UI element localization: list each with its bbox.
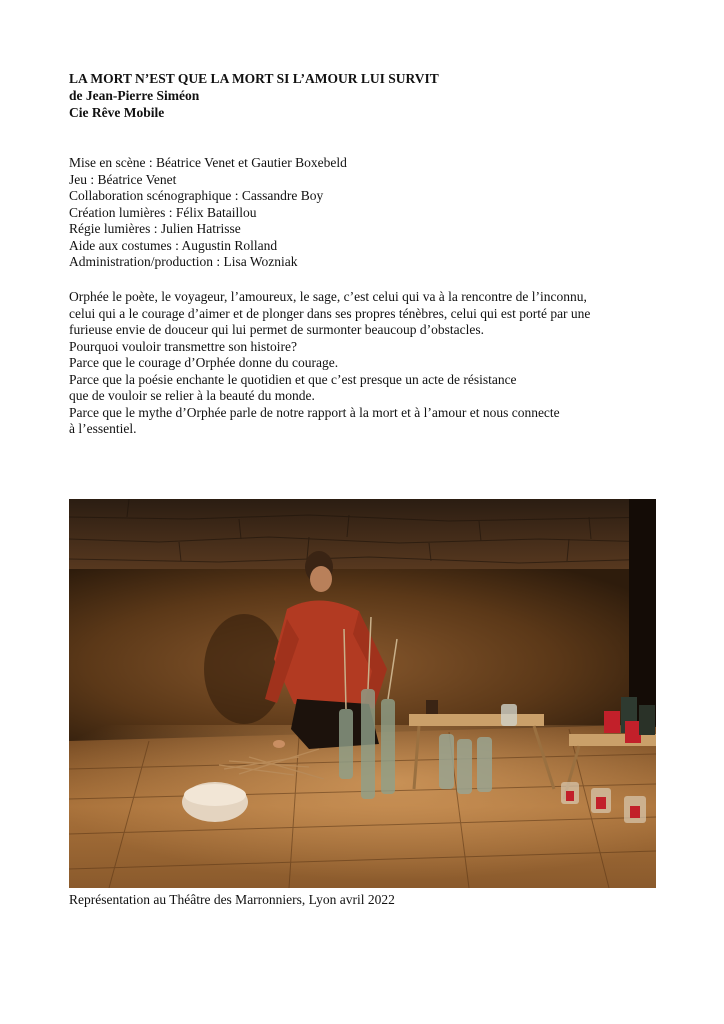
paragraph-line: Parce que le courage d’Orphée donne du courage. [69, 355, 339, 370]
credit-line: Administration/production : Lisa Wozniak [69, 254, 298, 269]
credit-line: Régie lumières : Julien Hatrisse [69, 221, 241, 236]
company-line: Cie Rêve Mobile [69, 105, 165, 120]
paragraph-line: Orphée le poète, le voyageur, l’amoureux, le sage, c’est celui qui va à la rencontre de l’inconnu, [69, 289, 587, 304]
credit-line: Aide aux costumes : Augustin Rolland [69, 237, 278, 253]
description-paragraph [69, 289, 590, 438]
performance-photo [69, 499, 656, 888]
credit-line: Jeu : Béatrice Venet [69, 171, 177, 187]
paragraph-line: Pourquoi vouloir transmettre son histoire? [69, 338, 297, 354]
credits-list [69, 155, 347, 271]
paragraph-line: Parce que la poésie enchante le quotidien et que c’est presque un acte de résistance [69, 371, 517, 387]
paragraph-line: Parce que le mythe d’Orphée parle de notre rapport à la mort et à l’amour et nous connecte [69, 404, 560, 420]
paragraph-line: furieuse envie de douceur qui lui permet de surmonter beaucoup d’obstacles. [69, 322, 484, 337]
credit-line: Création lumières : Félix Bataillou [69, 204, 257, 220]
title-block [69, 70, 439, 121]
paragraph-line: à l’essentiel. [69, 421, 137, 436]
credit-line: Mise en scène : Béatrice Venet et Gautier Boxebeld [69, 155, 347, 170]
paragraph-line: que de vouloir se relier à la beauté du monde. [69, 388, 315, 403]
paragraph-line: celui qui a le courage d’aimer et de plonger dans ses propres ténèbres, celui qui est porté par une [69, 305, 591, 321]
author-line: de Jean-Pierre Siméon [69, 88, 200, 103]
photo-caption: Représentation au Théâtre des Marronniers, Lyon avril 2022 [69, 892, 395, 907]
play-title: LA MORT N’EST QUE LA MORT SI L’AMOUR LUI SURVIT [69, 71, 439, 86]
credit-line: Collaboration scénographique : Cassandre Boy [69, 188, 324, 203]
